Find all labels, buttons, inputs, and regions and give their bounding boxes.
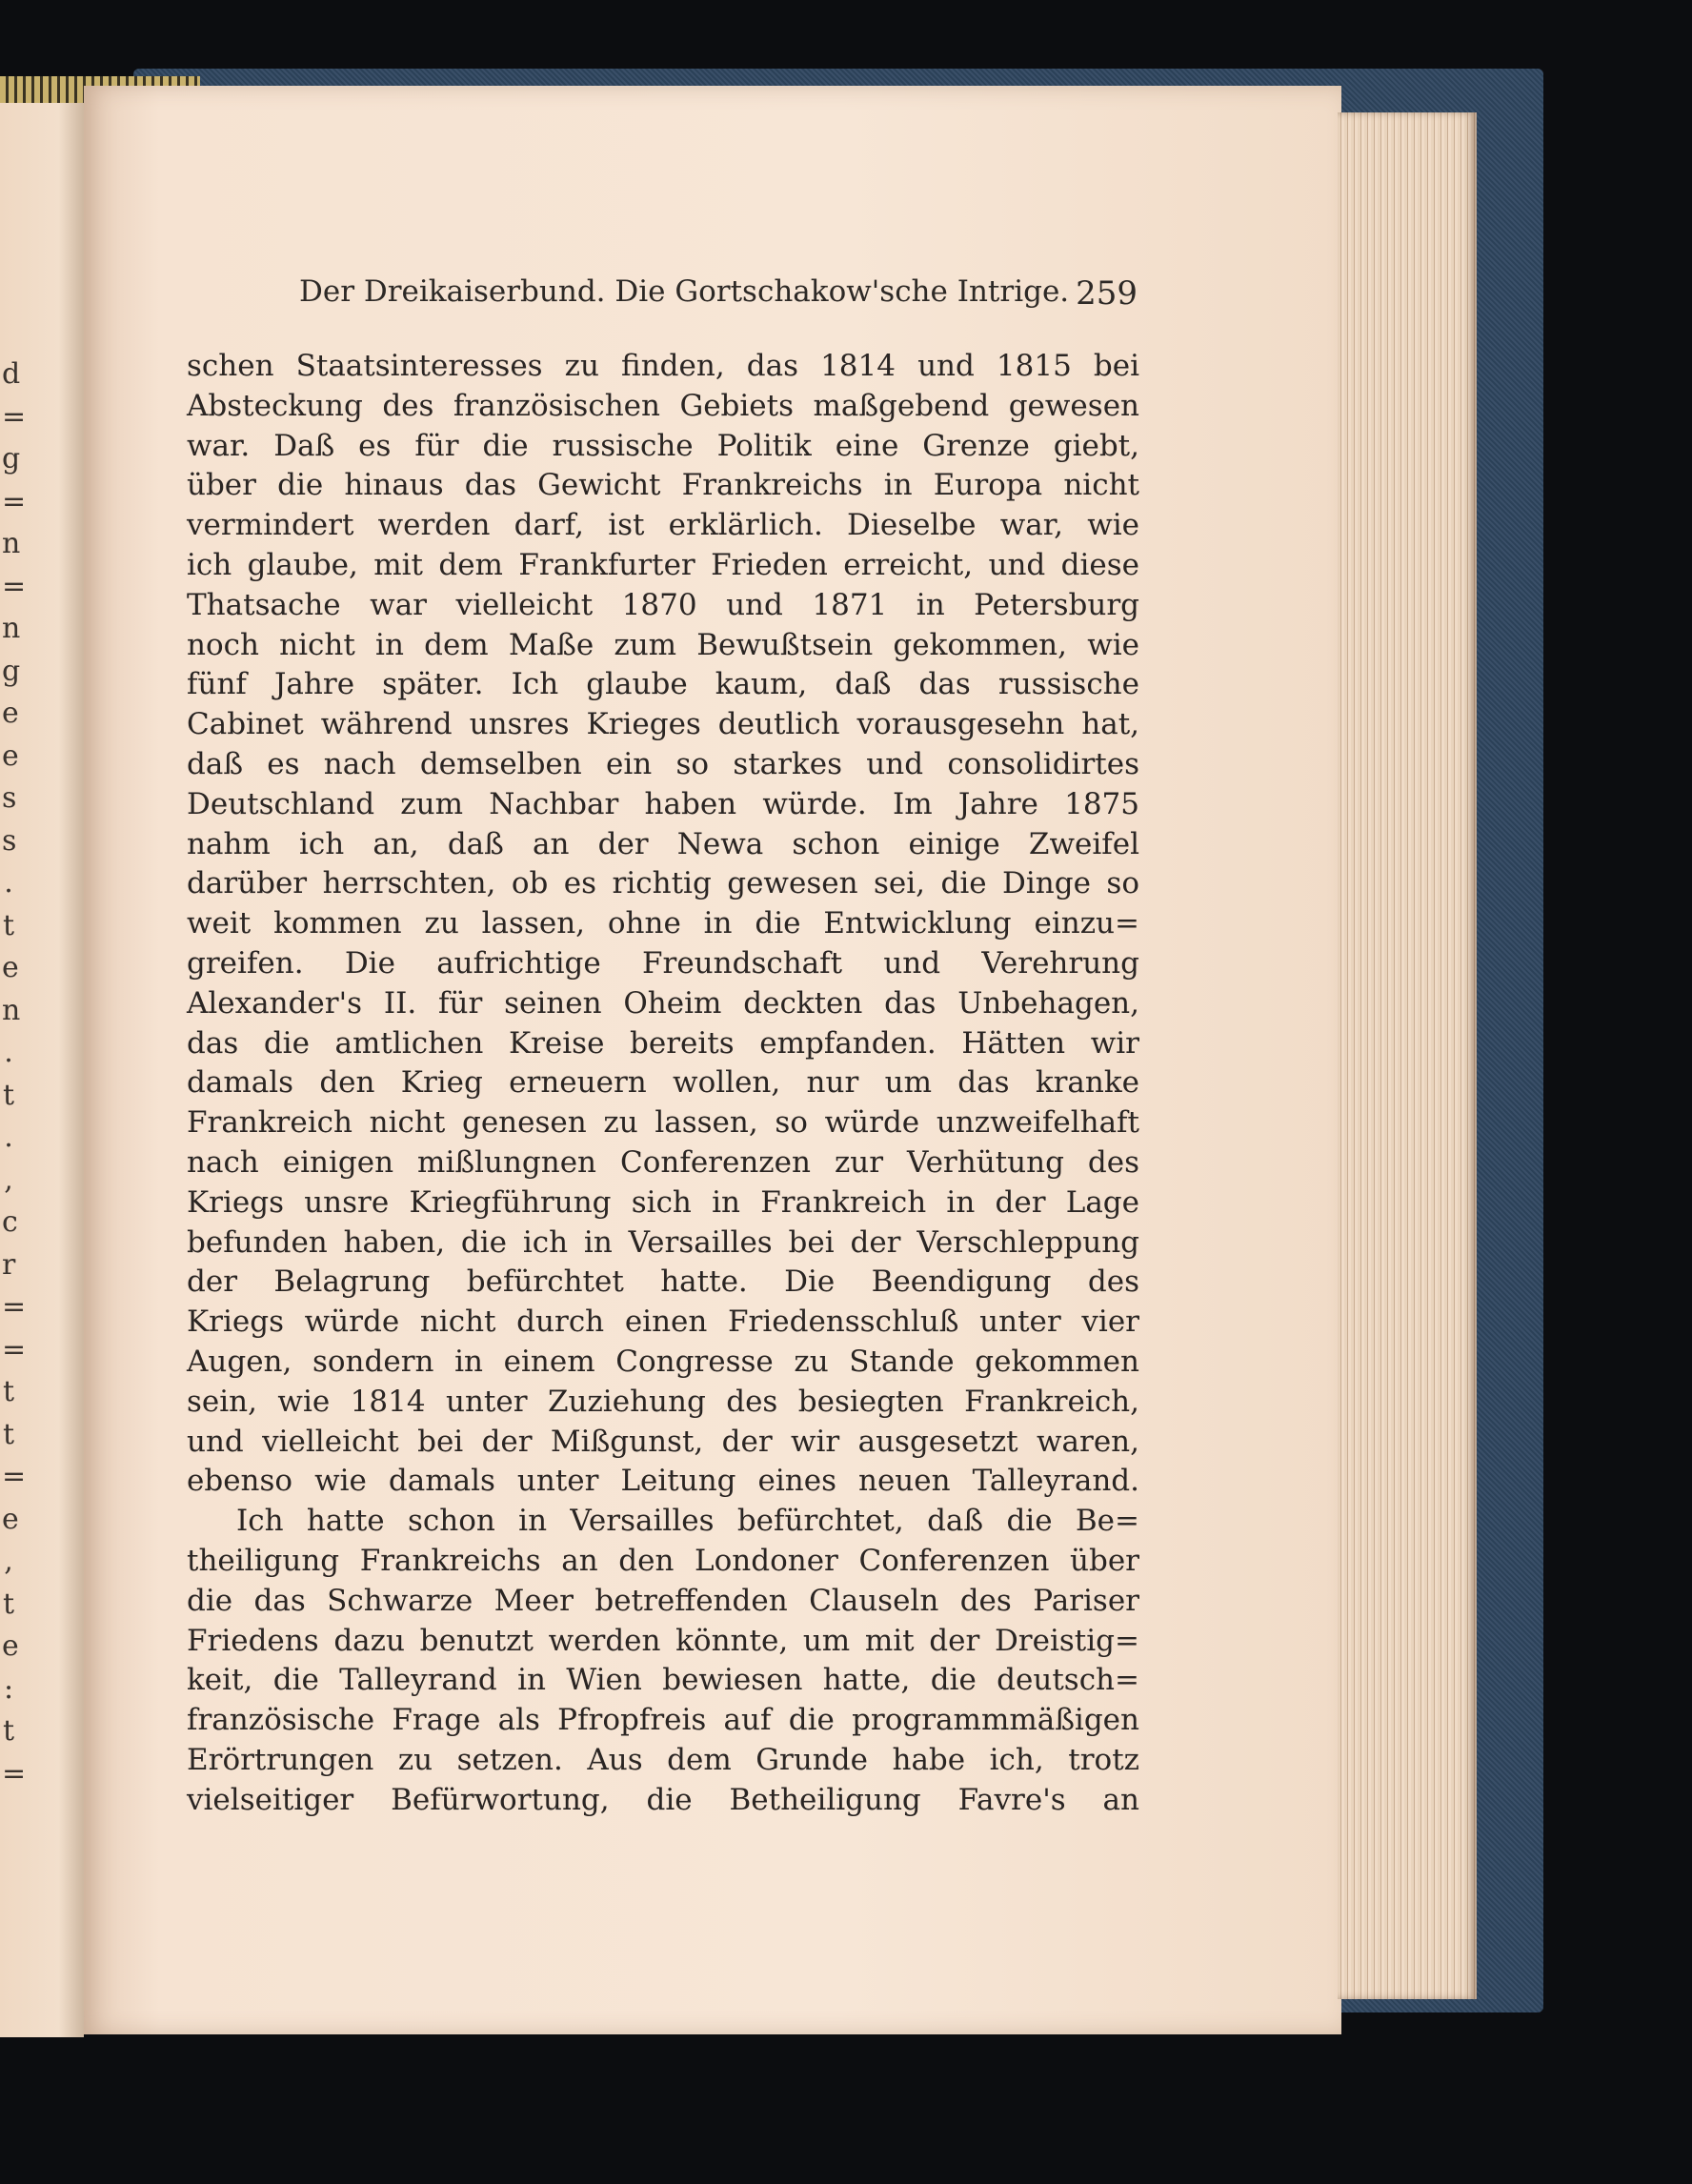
text-line: sein, wie 1814 unter Zuziehung des besiegten Frankreich, [187,1384,1139,1419]
left-page-margin-glyph: = [2,484,27,518]
left-facing-page [0,103,84,2037]
left-page-margin-glyph: = [2,1290,27,1324]
left-page-margin-glyph: c [2,1205,18,1239]
text-line: nach einigen mißlungnen Conferenzen zur Verhütung des [187,1144,1139,1180]
text-line: französische Frage als Pfropfreis auf die programmmäßigen [187,1703,1139,1738]
left-page-margin-glyph: , [4,1545,13,1578]
text-line: die das Schwarze Meer betreffenden Clauseln des Pariser [187,1583,1139,1618]
text-line: Kriegs unsre Kriegführung sich in Frankreich in der Lage [187,1184,1139,1220]
left-page-margin-glyph: g [2,654,21,688]
text-line: vielseitiger Befürwortung, die Betheiligung Favre's an [187,1782,1139,1817]
body-text [187,347,1139,1820]
text-line: weit kommen zu lassen, ohne in die Entwicklung einzu= [187,906,1139,941]
text-line: Frankreich nicht genesen zu lassen, so würde unzweifelhaft [187,1105,1139,1141]
text-line: daß es nach demselben ein so starkes und consolidirtes [187,746,1139,781]
left-page-margin-glyph: t [2,1078,15,1112]
text-line: damals den Krieg erneuern wollen, nur um das kranke [187,1065,1139,1101]
left-page-margin-glyph: s [2,781,17,815]
running-head: Der Dreikaiserbund. Die Gortschakow'sche Intrige. [299,274,1070,309]
left-page-margin-glyph: t [2,908,15,942]
left-page-margin-glyph: t [2,1714,15,1748]
text-line: Kriegs würde nicht durch einen Friedensschluß unter vier [187,1304,1139,1340]
left-page-margin-glyph: = [2,569,27,603]
page-header [299,274,1138,318]
left-page-margin-glyph: g [2,442,21,475]
text-line: Erörtrungen zu setzen. Aus dem Grunde habe ich, trotz [187,1742,1139,1777]
left-page-margin-glyph: n [2,527,21,560]
left-page-margin-glyph: = [2,1332,27,1366]
text-line: ebenso wie damals unter Leitung eines neuen Talleyrand. [187,1464,1139,1499]
text-line: greifen. Die aufrichtige Freundschaft und Verehrung [187,945,1139,981]
left-page-margin-glyph: s [2,823,17,858]
text-line: der Belagrung befürchtet hatte. Die Beendigung des [187,1264,1139,1300]
text-line: Deutschland zum Nachbar haben würde. Im Jahre 1875 [187,786,1139,821]
page-edges [1338,112,1477,1999]
text-line: und vielleicht bei der Mißgunst, der wir ausgesetzt waren, [187,1424,1139,1459]
text-line: darüber herrschten, ob es richtig gewesen sei, die Dinge so [187,866,1139,901]
left-page-margin-glyph: . [4,1036,13,1069]
left-page-margin-glyph: d [2,357,21,391]
text-line: ich glaube, mit dem Frankfurter Frieden erreicht, und diese [187,547,1139,582]
left-page-margin-glyph: t [2,1587,15,1621]
text-line: Cabinet während unsres Krieges deutlich vorausgesehn hat, [187,707,1139,742]
left-page-margin-glyph: e [2,697,19,730]
text-line: befunden haben, die ich in Versailles bei der Verschleppung [187,1224,1139,1260]
text-line: Thatsache war vielleicht 1870 und 1871 in Petersburg [187,587,1139,622]
text-line: Alexander's II. für seinen Oheim deckten das Unbehagen, [187,985,1139,1021]
text-line: war. Daß es für die russische Politik eine Grenze giebt, [187,428,1139,463]
text-line: schen Staatsinteresses zu finden, das 1814 und 1815 bei [187,349,1139,383]
left-page-margin-glyph: e [2,738,19,773]
text-line: vermindert werden darf, ist erklärlich. Dieselbe war, wie [187,508,1139,543]
text-line: über die hinaus das Gewicht Frankreichs in Europa nicht [187,468,1139,503]
left-page-margin-glyph: e [2,951,19,984]
left-page-margin-glyph: = [2,1460,27,1493]
text-line: keit, die Talleyrand in Wien bewiesen hatte, die deutsch= [187,1663,1139,1698]
left-page-margin-glyph: n [2,993,21,1027]
left-page-margin-glyph: t [2,1417,15,1451]
left-page-margin-glyph: , [4,1163,13,1197]
page-number: 259 [1076,274,1138,313]
left-page-margin-glyph: e [2,1629,19,1663]
left-page-margin-glyph: r [2,1247,16,1282]
left-page-margin-glyph: t [2,1375,15,1408]
left-page-margin-glyph: = [2,399,27,434]
text-line: Friedens dazu benutzt werden könnte, um mit der Dreistig= [187,1623,1139,1658]
left-page-margin-glyph: n [2,612,21,645]
text-line: Augen, sondern in einem Congresse zu Stande gekommen [187,1344,1139,1379]
text-line: das die amtlichen Kreise bereits empfanden. Hätten wir [187,1025,1139,1061]
text-line: noch nicht in dem Maße zum Bewußtsein gekommen, wie [187,627,1139,662]
left-page-margin-glyph: : [3,1671,14,1706]
text-line: fünf Jahre später. Ich glaube kaum, daß das russische [187,667,1139,702]
left-page-margin-glyph: = [2,1756,27,1790]
text-line: Absteckung des französischen Gebiets maßgebend gewesen [187,388,1139,423]
paragraph-start-line: Ich hatte schon in Versailles befürchtet, daß die Be= [236,1504,1139,1539]
text-line: theiligung Frankreichs an den Londoner Conferenzen über [187,1543,1139,1578]
text-line: nahm ich an, daß an der Newa schon einige Zweifel [187,826,1139,861]
left-page-margin-glyph: . [4,1121,13,1154]
left-page-margin-glyph: e [2,1502,19,1536]
left-page-margin-glyph: . [4,866,13,900]
